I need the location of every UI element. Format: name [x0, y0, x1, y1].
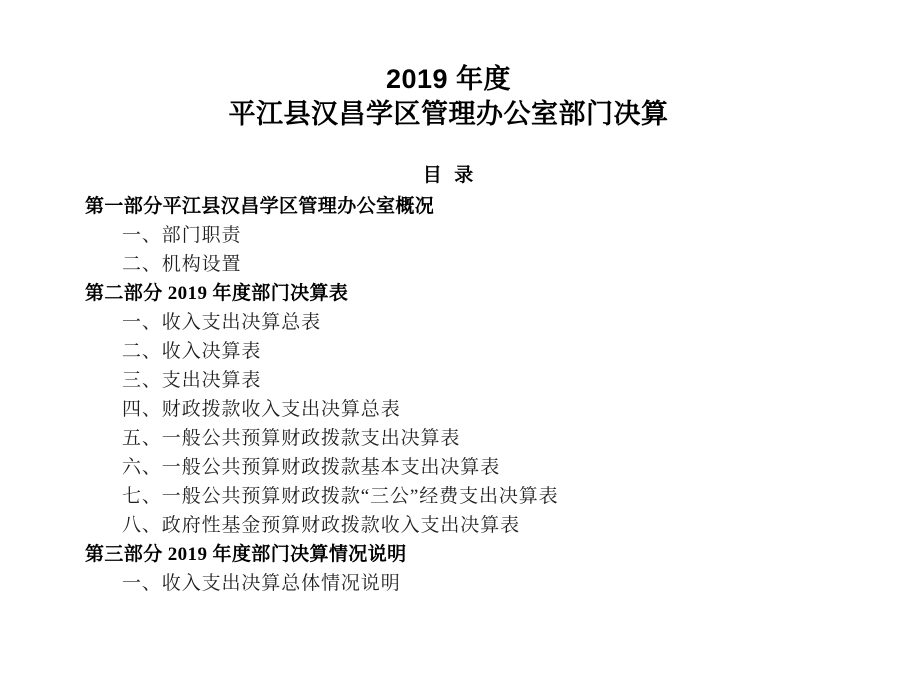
toc-item: 五、一般公共预算财政拨款支出决算表 [122, 428, 461, 449]
document-title-year: 2019 年度 [385, 64, 512, 94]
toc-item: 四、财政拨款收入支出决算总表 [122, 399, 401, 420]
toc-section-heading: 第三部分 2019 年度部门决算情况说明 [85, 544, 407, 565]
toc-item: 一、收入支出决算总表 [122, 312, 322, 333]
toc-item: 二、机构设置 [122, 254, 242, 275]
toc-heading: 目 录 [422, 165, 475, 186]
document-title-name: 平江县汉昌学区管理办公室部门决算 [228, 99, 669, 129]
toc-item: 六、一般公共预算财政拨款基本支出决算表 [122, 457, 501, 478]
toc-item: 七、一般公共预算财政拨款“三公”经费支出决算表 [122, 486, 559, 507]
toc-section-heading: 第二部分 2019 年度部门决算表 [85, 283, 349, 304]
toc-section-heading: 第一部分平江县汉昌学区管理办公室概况 [85, 196, 435, 217]
toc-item: 二、收入决算表 [122, 341, 262, 362]
document-title-block [0, 0, 897, 132]
toc-list [0, 192, 897, 598]
toc-item: 八、政府性基金预算财政拨款收入支出决算表 [122, 515, 521, 536]
toc-item: 三、支出决算表 [122, 370, 262, 391]
toc-item: 一、收入支出决算总体情况说明 [122, 573, 401, 594]
toc-item: 一、部门职责 [122, 225, 242, 246]
